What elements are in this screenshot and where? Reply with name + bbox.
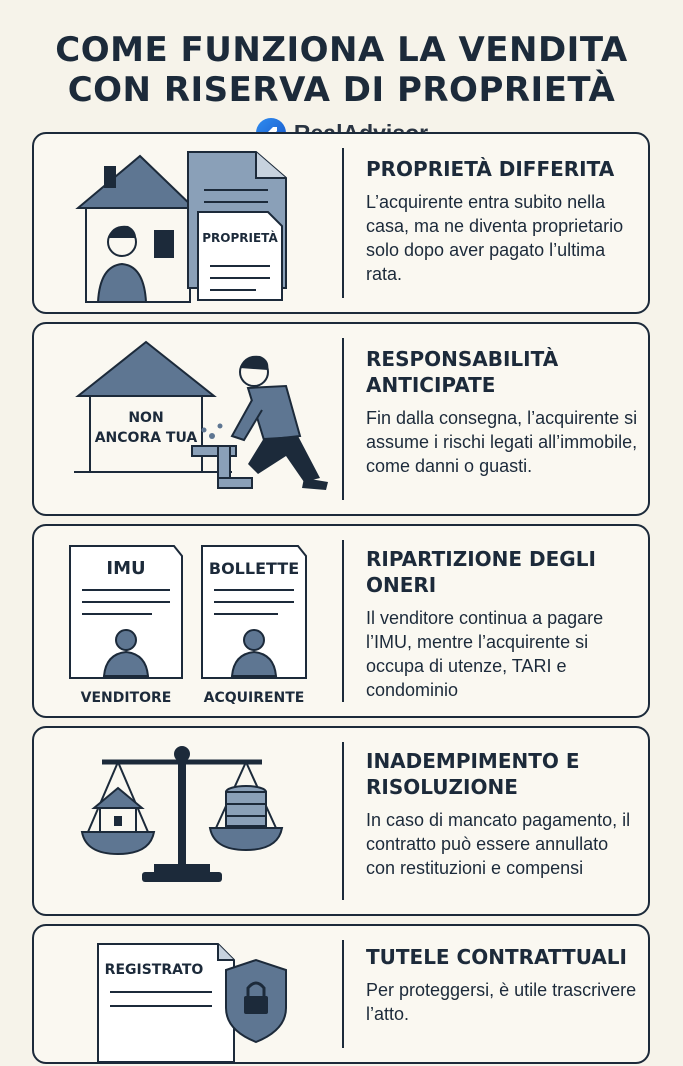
card-illustration — [42, 138, 338, 308]
title-line-1: COME FUNZIONA LA VENDITA — [55, 30, 628, 70]
house-label-non: NON — [128, 410, 164, 426]
card-title: RESPONSABILITÀ ANTICIPATE — [366, 347, 559, 397]
card-ripartizione-oneri — [32, 524, 650, 718]
card-body: Il venditore continua a pagare l’IMU, mentre l’acquirente si occupa di utenze, TARI e condominio — [366, 608, 604, 700]
card-illustration — [42, 328, 338, 510]
card-title: INADEMPIMENTO E RISOLUZIONE — [366, 749, 580, 799]
doc-label-registrato: REGISTRATO — [104, 962, 204, 978]
house-label-ancora-tua: ANCORA TUA — [94, 430, 198, 446]
card-illustration — [42, 732, 338, 910]
card-body: Per proteggersi, è utile trascrivere l’atto. — [366, 980, 637, 1024]
card-text — [366, 748, 638, 880]
card-divider — [342, 148, 344, 298]
card-divider — [342, 742, 344, 900]
card-responsabilita-anticipate — [32, 322, 650, 516]
card-illustration — [42, 530, 338, 712]
card-text — [366, 546, 638, 702]
card-title: RIPARTIZIONE DEGLI ONERI — [366, 547, 596, 597]
card-body: L’acquirente entra subito nella casa, ma ne diventa proprietario solo dopo aver pagato l’ultima rata. — [366, 192, 624, 284]
card-tutele-contrattuali — [32, 924, 650, 1064]
title-line-2: CON RISERVA DI PROPRIETÀ — [67, 70, 616, 110]
doc-label-bollette: BOLLETTE — [208, 559, 300, 578]
doc-label-proprieta: PROPRIETÀ — [202, 231, 278, 245]
doc-label-imu: IMU — [106, 558, 146, 579]
person-label-venditore: VENDITORE — [80, 690, 172, 706]
card-body: In caso di mancato pagamento, il contratto può essere annullato con restituzioni e compensi — [366, 810, 631, 878]
card-text — [366, 944, 638, 1026]
card-title: PROPRIETÀ DIFFERITA — [366, 157, 615, 181]
card-proprieta-differita — [32, 132, 650, 314]
card-text — [366, 346, 638, 478]
card-title: TUTELE CONTRATTUALI — [366, 945, 627, 969]
card-illustration — [42, 930, 338, 1058]
card-divider — [342, 940, 344, 1048]
card-text — [366, 156, 638, 286]
card-body: Fin dalla consegna, l’acquirente si assume i rischi legati all’immobile, come danni o guasti. — [366, 408, 638, 476]
card-divider — [342, 338, 344, 500]
card-inadempimento-risoluzione — [32, 726, 650, 916]
person-label-acquirente: ACQUIRENTE — [203, 690, 305, 706]
card-divider — [342, 540, 344, 702]
page-title — [0, 30, 683, 110]
